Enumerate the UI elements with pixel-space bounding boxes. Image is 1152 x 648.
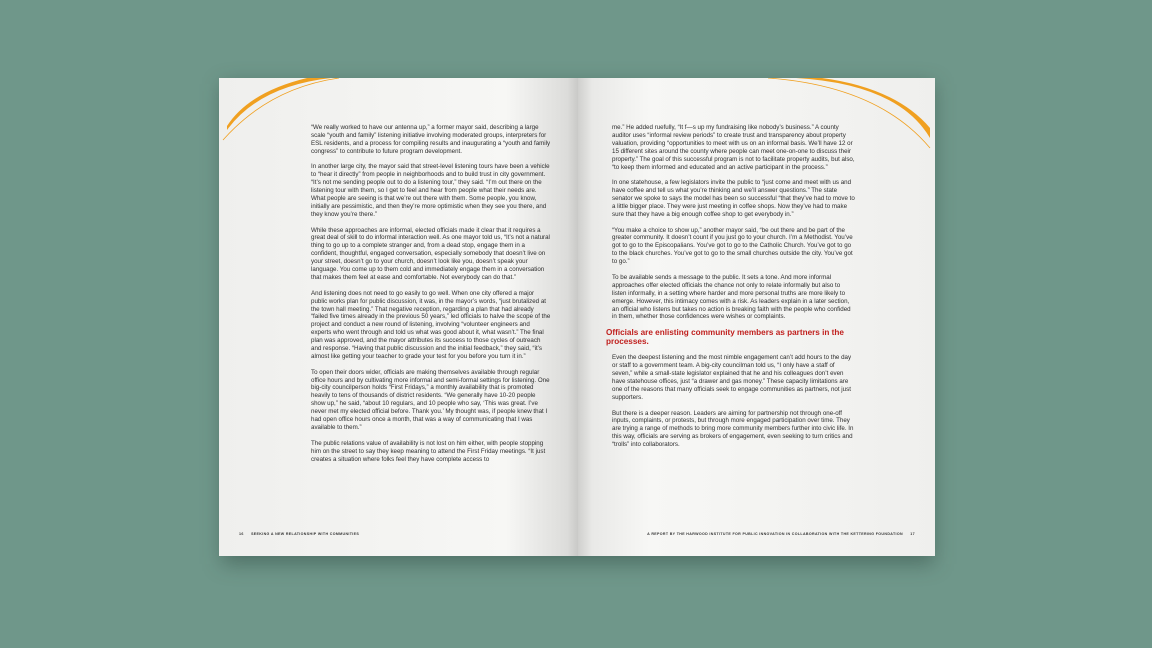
page-number: 16 — [239, 532, 244, 536]
left-page — [219, 78, 578, 556]
paragraph: While these approaches are informal, elected officials made it clear that it requires a great deal of skill to do informal interaction well. As one mayor told us, “It’s not a natural thing to go up to a complete stranger and, from a dead stop, engage them in a confident, thoughtful, engaged conversation, especially somebody that doesn’t live on your street, doesn’t go to your church, doesn’t look like you, doesn’t speak your language. You come up to them cold and immediately engage them in a conversation that makes them feel at ease and comfortable. Not everybody can do that.” — [311, 226, 550, 281]
paragraph: Even the deepest listening and the most nimble engagement can’t add hours to the day or staff to a government team. A big-city councilman told us, “I only have a staff of seven,” while a small-state legislator explained that he and his colleagues don’t even have statehouse offices, just “a drawer and gas money.” These capacity limitations are one of the reasons that many officials seek to engage communities as partners, not just supporters. — [612, 354, 852, 401]
left-footer — [233, 532, 359, 536]
page-number: 17 — [910, 532, 915, 536]
paragraph: The public relations value of availability is not lost on him either, with people stopping him on the street to say they keep meaning to attend the First Friday meetings. “It just creates a situation where folks feel they have complete access to — [311, 439, 546, 463]
paragraph: To open their doors wider, officials are making themselves available through regular office hours and by cultivating more informal and semi-formal settings for listening. One big-city councilperson holds “First Fridays,” a monthly availability that is promoted heavily to tens of thousands of district residents. “We generally have 10-20 people show up,” he said, “about 10 regulars, and 10 people who say, ‘This was great. I’ve never met my elected official before. Thank you.’ My thought was, if people knew that I had open office hours once a month, that was a way of communicating that I was available to them.” — [311, 368, 550, 431]
right-page — [578, 78, 935, 556]
paragraph: “We really worked to have our antenna up,” a former mayor said, describing a large scale “youth and family” listening initiative involving moderated groups, interpreters for ESL residents, and a process for compiling results and inaugurating a “youth and family congress” to contribute to future program development. — [311, 124, 551, 155]
right-body-text — [606, 124, 856, 457]
running-footer: SEEKING A NEW RELATIONSHIP WITH COMMUNITIES — [251, 532, 360, 536]
paragraph: In another large city, the mayor said that street-level listening tours have been a vehicle to “hear it directly” from people in neighborhoods and to build trust in city government. “It’s not me sending people out to do a listening tour,” they said. “I’m out there on the listening tour with them, so I get to feel and hear from people what their needs are. What people are seeing is that we’re out there with them. Some people, you know, initially are pessimistic, and then they’re more optimistic when they see you there, and they know you’re there.” — [311, 163, 550, 218]
paragraph: But there is a deeper reason. Leaders are aiming for partnership not through one-off inputs, complaints, or protests, but through more engaged participation over time. They are trying a range of methods to bring more community members further into civic life. In this way, officials are serving as brokers of engagement, even seeking to turn critics and “trolls” into collaborators. — [612, 409, 854, 449]
running-footer: A REPORT BY THE HARWOOD INSTITUTE FOR PUBLIC INNOVATION IN COLLABORATION WITH THE KETTERING FOUNDATION — [647, 532, 903, 536]
left-body-text — [311, 124, 551, 471]
section-heading: Officials are enlisting community members as partners in the processes. — [606, 328, 844, 346]
paragraph: me.” He added ruefully, “It f—s up my fundraising like nobody’s business.” A county auditor uses “informal review periods” to create trust and transparency about property valuation, providing “opportunities to meet with us on an informal basis. We’ll have 12 or 15 different sites around the county where people can meet one-on-one to discuss their property.” The goal of this successful program is not to facilitate property audits, but also, “to keep them informed and educated and an active participant in the process.” — [612, 124, 855, 171]
paragraph: And listening does not need to go easily to go well. When one city offered a major public works plan for public discussion, it was, in the mayor’s words, “just brutalized at the town hall meeting.” That negative reception, regarding a plan that had already “failed five times already in the previous 50 years,” led officials to halve the scope of the project and conduct a new round of listening, involving “volunteer engineers and experts who went through and told us what was good about it, what wasn’t.” The final plan was approved, and the mayor attributes its success to those cycles of outreach and response. “Having that public discussion and the initial feedback,” they said, “it’s almost like getting your teacher to grade your test for you before you turn it in.” — [311, 289, 551, 360]
paragraph: To be available sends a message to the public. It sets a tone. And more informal approaches offer elected officials the chance not only to relate informally but also to listen informally, in a setting where harder and more personal truths are more likely to emerge. However, this intimacy comes with a risk. As leaders explain in a later section, an official who listens but takes no action is breaking faith with the people who confided in them, whether those confidences were wishes or complaints. — [612, 273, 851, 321]
paragraph: “You make a choice to show up,” another mayor said, “be out there and be part of the greater community. It doesn’t count if you just go to your church. I’m a Methodist. You’ve got to go to the Episcopalians. You’ve got to go to the Catholic Church. You’ve got to go to the black churches. You’ve got to go to the small churches outside the city. You’ve got to go.” — [612, 226, 853, 266]
right-footer — [647, 532, 921, 536]
paragraph: In one statehouse, a few legislators invite the public to “just come and meet with us and have coffee and tell us what you’re thinking and we’ll answer questions.” The state senator we spoke to says the model has been so successful “that they’ve had to move to a little bigger place. They were just meeting in coffee shops. Now they’ve had to make sure that they have a big enough coffee shop to get everybody in.” — [612, 179, 855, 218]
